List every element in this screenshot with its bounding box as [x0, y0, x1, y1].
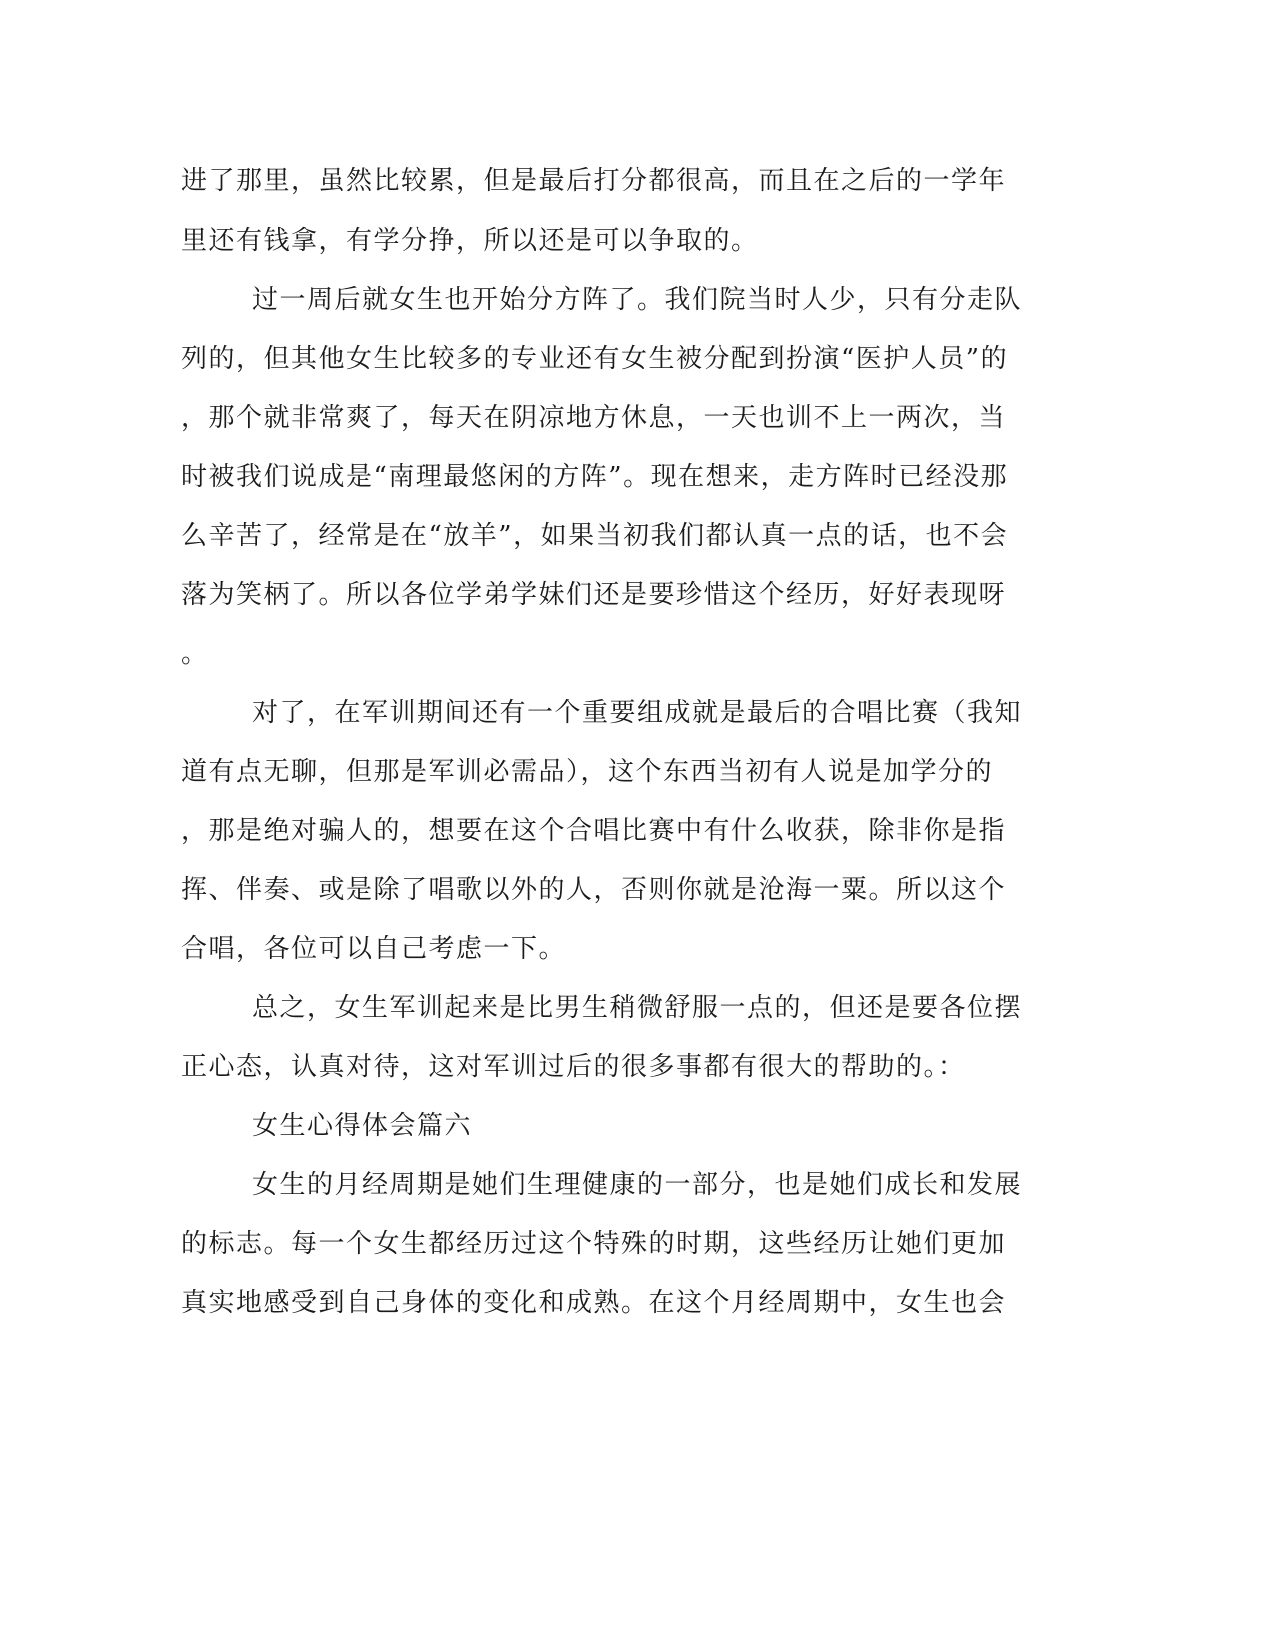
text-line: 对了，在军训期间还有一个重要组成就是最后的合唱比赛（我知: [252, 698, 1023, 728]
text-line: 。: [181, 639, 209, 669]
text-line: 真实地感受到自己身体的变化和成熟。在这个月经周期中，女生也会: [181, 1288, 1007, 1318]
section-heading: 女生心得体会篇六: [252, 1111, 473, 1141]
text-line: ，那是绝对骗人的，想要在这个合唱比赛中有什么收获，除非你是指: [181, 816, 1007, 846]
text-line: 时被我们说成是“南理最悠闲的方阵”。现在想来，走方阵时已经没那: [181, 462, 1009, 492]
text-line: 女生的月经周期是她们生理健康的一部分，也是她们成长和发展: [252, 1170, 1023, 1200]
text-line: 正心态，认真对待，这对军训过后的很多事都有很大的帮助的。：: [181, 1052, 966, 1082]
text-line: 里还有钱拿，有学分挣，所以还是可以争取的。: [181, 226, 759, 256]
text-line: 挥、伴奏、或是除了唱歌以外的人，否则你就是沧海一粟。所以这个: [181, 875, 1007, 905]
text-line: 列的，但其他女生比较多的专业还有女生被分配到扮演“医护人员”的: [181, 344, 1009, 374]
text-line: 进了那里，虽然比较累，但是最后打分都很高，而且在之后的一学年: [181, 166, 1007, 196]
text-line: 总之，女生军训起来是比男生稍微舒服一点的，但还是要各位摆: [252, 993, 1023, 1023]
text-line: 合唱，各位可以自己考虑一下。: [181, 934, 567, 964]
text-line: 的标志。每一个女生都经历过这个特殊的时期，这些经历让她们更加: [181, 1229, 1007, 1259]
text-line: ，那个就非常爽了，每天在阴凉地方休息，一天也训不上一两次，当: [181, 403, 1007, 433]
text-line: 过一周后就女生也开始分方阵了。我们院当时人少，只有分走队: [252, 285, 1023, 315]
text-line: 落为笑柄了。所以各位学弟学妹们还是要珍惜这个经历，好好表现呀: [181, 580, 1007, 610]
text-line: 道有点无聊，但那是军训必需品），这个东西当初有人说是加学分的: [181, 757, 994, 787]
text-line: 么辛苦了，经常是在“放羊”，如果当初我们都认真一点的话，也不会: [181, 521, 1009, 551]
